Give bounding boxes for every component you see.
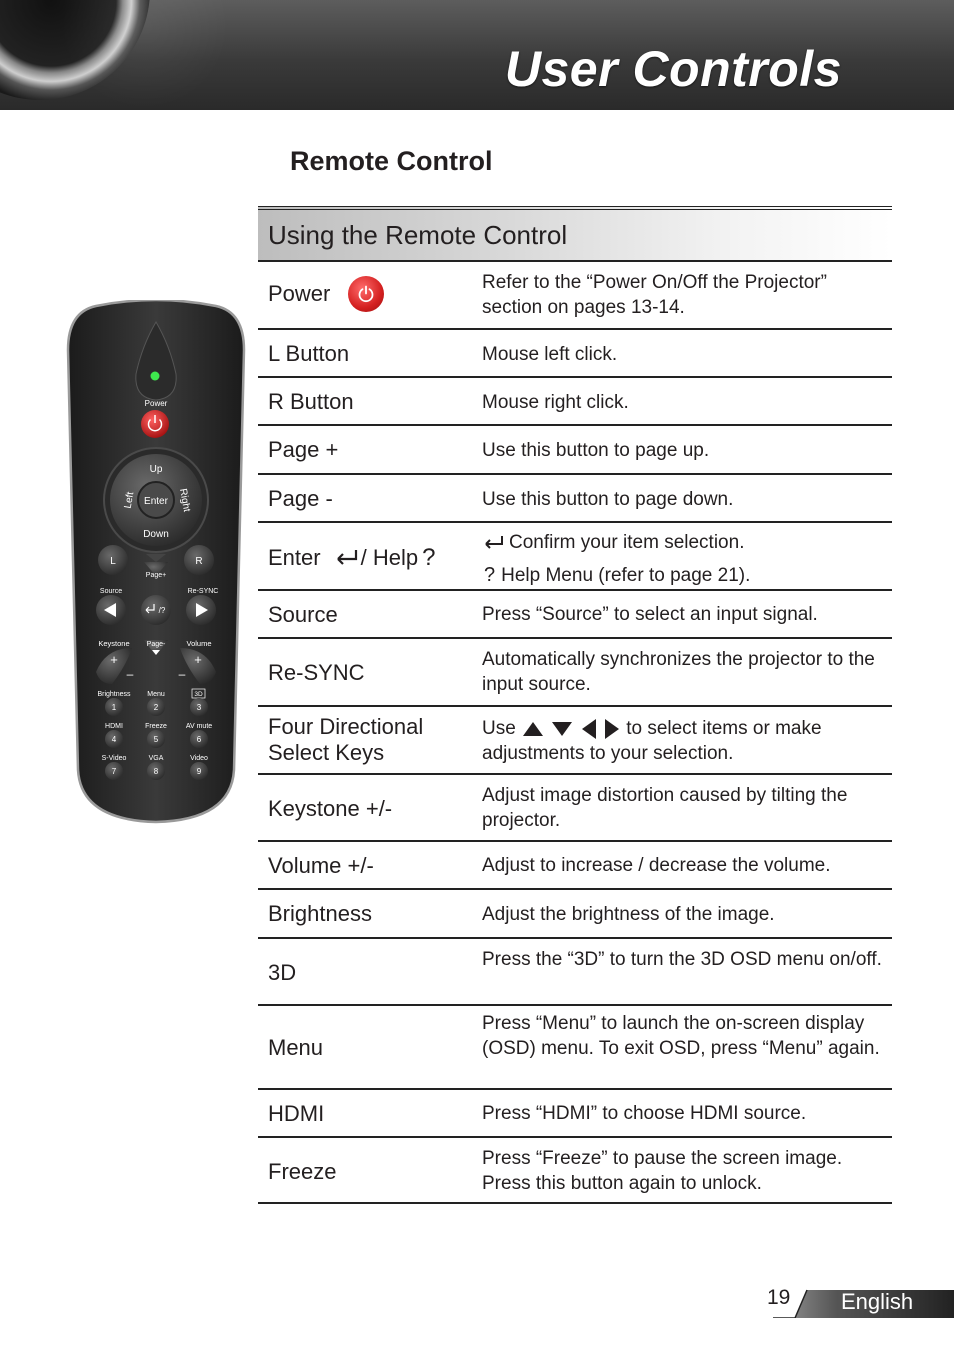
table-row: Menu Press “Menu” to launch the on-screen display (OSD) menu. To exit OSD, press “Menu” again.: [258, 1004, 892, 1088]
svg-text:7: 7: [111, 767, 117, 776]
svg-text:+: +: [194, 652, 202, 667]
svg-text:Up: Up: [149, 464, 163, 475]
help-icon: ?: [422, 544, 436, 571]
svg-text:Freeze: Freeze: [145, 723, 167, 730]
svg-text:Menu: Menu: [147, 691, 165, 698]
language-label: English: [841, 1289, 914, 1314]
svg-text:9: 9: [196, 767, 202, 776]
table-row: R Button Mouse right click.: [258, 376, 892, 424]
table-row: Keystone +/- Adjust image distortion caused by tilting the projector.: [258, 773, 892, 840]
arrow-left-icon: [580, 718, 598, 740]
svg-text:Re-SYNC: Re-SYNC: [187, 588, 219, 595]
table-row: 3D Press the “3D” to turn the 3D OSD menu on/off.: [258, 937, 892, 1004]
svg-text:4: 4: [111, 735, 117, 744]
svg-text:Source: Source: [99, 588, 123, 595]
svg-text:Page+: Page+: [145, 572, 167, 579]
table-row: Page + Use this button to page up.: [258, 424, 892, 473]
svg-text:HDMI: HDMI: [105, 723, 123, 730]
svg-text:6: 6: [196, 735, 202, 744]
table-row: Freeze Press “Freeze” to pause the screen image. Press this button again to unlock.: [258, 1136, 892, 1204]
remote-power-button: [141, 410, 169, 438]
svg-text:VGA: VGA: [148, 755, 164, 762]
table-row: HDMI Press “HDMI” to choose HDMI source.: [258, 1088, 892, 1136]
svg-text:/?: /?: [158, 606, 166, 615]
svg-text:–: –: [178, 667, 186, 681]
enter-icon: [482, 534, 506, 552]
svg-text:1: 1: [111, 703, 117, 712]
svg-text:–: –: [126, 667, 134, 681]
power-icon: [348, 276, 384, 312]
section-title: Remote Control: [290, 146, 493, 176]
svg-text:Down: Down: [143, 529, 169, 540]
svg-text:Video: Video: [190, 755, 208, 762]
svg-text:Power: Power: [144, 399, 168, 408]
table-row: L Button Mouse left click.: [258, 328, 892, 376]
arrow-right-icon: [603, 718, 621, 740]
table-row: Brightness Adjust the brightness of the image.: [258, 888, 892, 937]
table-row: Four Directional Select Keys Use to select items or make adjustments to your selection.: [258, 705, 892, 773]
enter-icon: [333, 548, 361, 568]
page-number: 19: [767, 1286, 791, 1309]
table-row: Page - Use this button to page down.: [258, 473, 892, 521]
table-row: Power Refer to the “Power On/Off the Projector” section on pages 13-14.: [258, 260, 892, 328]
svg-text:5: 5: [153, 735, 159, 744]
svg-text:+: +: [110, 652, 118, 667]
svg-text:S-Video: S-Video: [101, 755, 127, 762]
svg-text:Right: Right: [177, 487, 192, 513]
svg-text:Brightness: Brightness: [97, 691, 131, 698]
page-title: User Controls: [504, 41, 842, 97]
table-row: Source Press “Source” to select an input signal.: [258, 589, 892, 637]
svg-text:2: 2: [153, 703, 159, 712]
header-banner: [0, 0, 954, 110]
controls-table: [258, 206, 892, 1204]
table-row: Re-SYNC Automatically synchronizes the projector to the input source.: [258, 637, 892, 705]
svg-text:L: L: [110, 556, 116, 567]
remote-control-illustration: [66, 300, 246, 826]
arrow-down-icon: [550, 720, 574, 738]
svg-text:Left: Left: [122, 491, 137, 510]
svg-text:Volume: Volume: [186, 639, 212, 648]
svg-text:8: 8: [153, 767, 159, 776]
svg-text:3D: 3D: [194, 691, 203, 698]
table-heading: Using the Remote Control: [258, 206, 892, 260]
svg-text:R: R: [195, 556, 203, 567]
table-row: Enter / Help ? Confirm your item selection. ? Help Menu (refer to page 21).: [258, 521, 892, 589]
arrow-up-icon: [521, 720, 545, 738]
svg-text:Page-: Page-: [146, 641, 166, 648]
svg-text:AV mute: AV mute: [185, 723, 213, 730]
svg-text:3: 3: [196, 703, 202, 712]
svg-text:Keystone: Keystone: [98, 639, 130, 648]
table-row: Volume +/- Adjust to increase / decrease the volume.: [258, 840, 892, 888]
help-icon: ?: [484, 564, 496, 586]
svg-text:Enter: Enter: [144, 496, 168, 507]
